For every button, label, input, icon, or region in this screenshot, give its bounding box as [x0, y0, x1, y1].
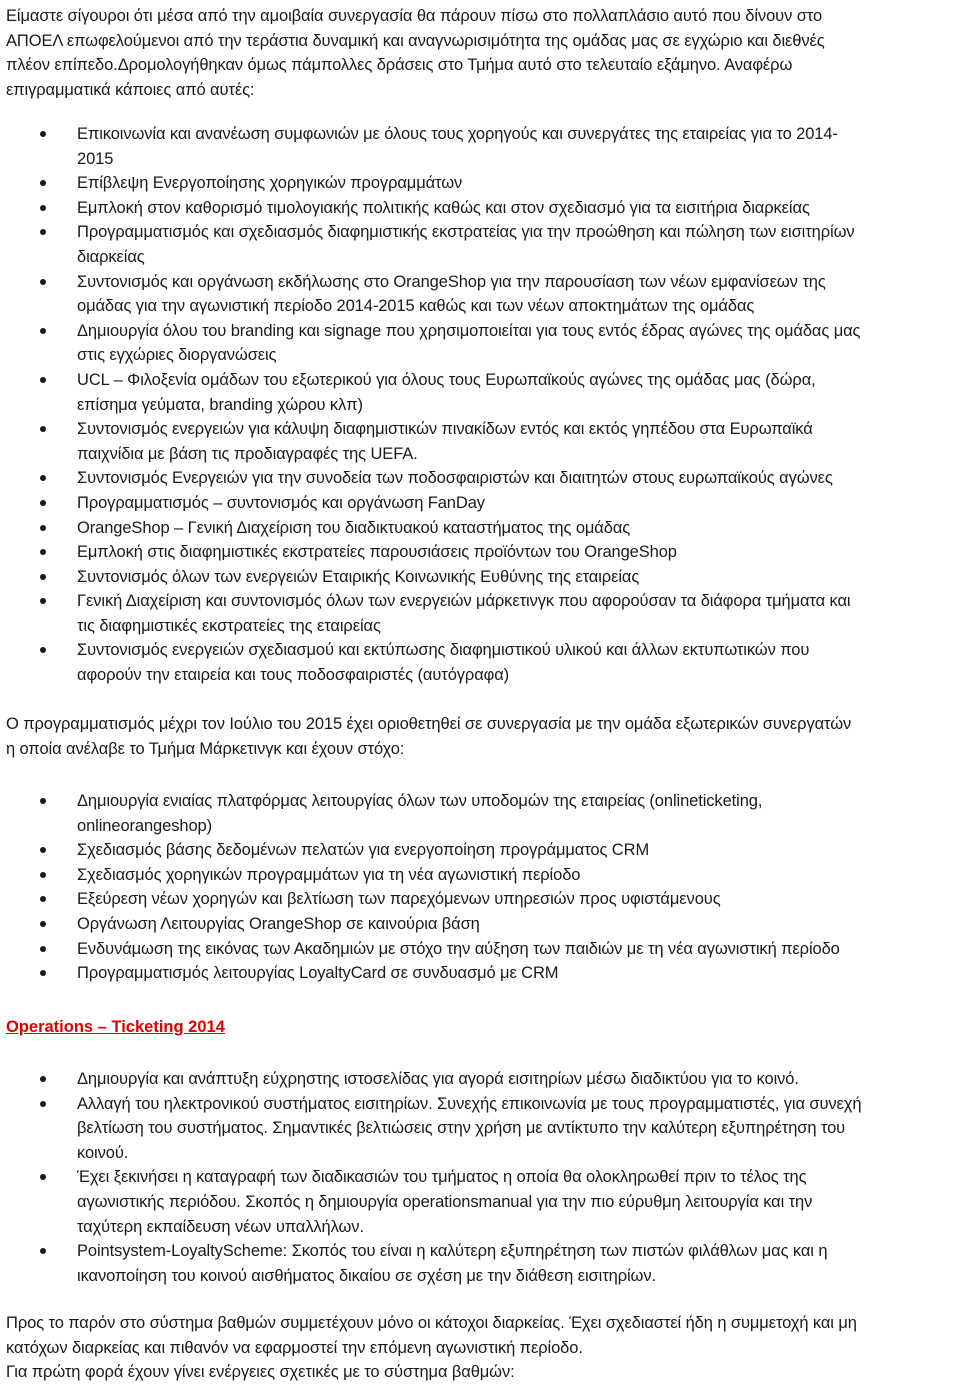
planning-paragraph — [6, 712, 851, 761]
planning-line: η οποία ανέλαβε το Τμήμα Μάρκετινγκ και έχουν στόχο: — [6, 739, 405, 758]
list-item-line: Συντονισμός ενεργειών σχεδιασμού και εκτύπωσης διαφημιστικού υλικού και άλλων εκτυπωτικών που — [77, 641, 810, 660]
list-item-line: Συντονισμός όλων των ενεργειών Εταιρικής Κοινωνικής Ευθύνης της εταιρείας — [77, 567, 640, 586]
list-item — [0, 220, 960, 269]
bullet-icon — [40, 279, 46, 285]
list-item — [0, 565, 960, 590]
list-item-line: Σχεδιασμός βάσης δεδομένων πελατών για ενεργοποίηση προγράμματος CRM — [77, 841, 650, 860]
list-item-line: Pointsystem-LoyaltyScheme: Σκοπός του είναι η καλύτερη εξυπηρέτηση των πιστών φιλάθλων μας και η — [77, 1242, 828, 1261]
intro-line: πλέον επίπεδο.Δρομολογήθηκαν όμως πάμπολλες δράσεις στο Τμήμα αυτό στο τελευταίο εξάμηνο. Αναφέρω — [6, 56, 793, 74]
section-heading-operations-ticketing: Operations – Ticketing 2014 — [6, 1018, 225, 1036]
intro-line: ΑΠΟΕΛ επωφελούμενοι από την τεράστια δυναμική και αναγνωρισιμότητα της ομάδας μας σε εγχώριο και διεθνές — [6, 31, 825, 50]
bullet-icon — [40, 328, 46, 334]
points-line: Για πρώτη φορά έχουν γίνει ενέργειες σχετικές με το σύστημα βαθμών: — [6, 1363, 515, 1381]
list-item-line: UCL – Φιλοξενία ομάδων του εξωτερικού για όλους τους Ευρωπαϊκούς αγώνες της ομάδας μας (δώρα, — [77, 370, 816, 389]
list-item — [0, 912, 960, 937]
bullet-icon — [40, 525, 46, 531]
list-item-line: Δημιουργία και ανάπτυξη εύχρηστης ιστοσελίδας για αγορά εισιτηρίων μέσω διαδικτύου για το κοινό. — [77, 1070, 799, 1088]
bullet-icon — [40, 798, 46, 804]
list-item-line: Οργάνωση Λειτουργίας OrangeShop σε καινούρια βάση — [77, 914, 480, 933]
list-item — [0, 122, 960, 171]
list-item-line: Γενική Διαχείριση και συντονισμός όλων των ενεργειών μάρκετινγκ που αφορούσαν τα διάφορα τμήματα και — [77, 592, 851, 611]
list-item-line: Εμπλοκή στον καθορισμό τιμολογιακής πολιτικής καθώς και στον σχεδιασμό για τα εισιτήρια διαρκείας — [77, 198, 810, 217]
bullet-icon — [40, 180, 46, 186]
list-item-line: Επικοινωνία και ανανέωση συμφωνιών με όλους τους χορηγούς και συνεργάτες της εταιρείας για το 2014- — [77, 125, 838, 143]
list-item — [0, 171, 960, 196]
bullet-icon — [40, 946, 46, 952]
list-item-line: Προγραμματισμός λειτουργίας LoyaltyCard σε συνδυασμό με CRM — [77, 964, 559, 983]
list-item — [0, 540, 960, 565]
bullet-icon — [40, 1101, 46, 1107]
list-item-line: Σχεδιασμός χορηγικών προγραμμάτων για τη νέα αγωνιστική περίοδο — [77, 865, 581, 884]
list-item — [0, 196, 960, 221]
bullet-icon — [40, 598, 46, 604]
bullet-icon — [40, 970, 46, 976]
list-item — [0, 516, 960, 541]
bullet-icon — [40, 500, 46, 506]
list-item-line: αγωνιστικής περιόδου. Σκοπός η δημιουργία operationsmanual για την πιο εύρυθμη λειτουργία και την — [77, 1192, 813, 1211]
list-item-line: βελτίωση του συστήματος. Σημαντικές βελτιώσεις στην χρήση με αντίκτυπο την καλύτερη εξυπηρέτηση του — [77, 1119, 846, 1138]
bullet-icon — [40, 229, 46, 235]
list-item — [0, 1165, 960, 1239]
activities-list — [0, 122, 960, 688]
list-item-line: Επίβλεψη Ενεργοποίησης χορηγικών προγραμμάτων — [77, 174, 463, 193]
list-item — [0, 1067, 960, 1092]
list-item-line: ταχύτερη εκπαίδευση νέων υπαλλήλων. — [77, 1217, 364, 1236]
list-item-line: Συντονισμός και οργάνωση εκδήλωσης στο OrangeShop για την παρουσίαση των νέων εμφανίσεων της — [77, 272, 826, 291]
list-item-line: παιχνίδια με βάση τις προδιαγραφές της UEFA. — [77, 444, 418, 463]
bullet-icon — [40, 574, 46, 580]
list-item-line: Δημιουργία ενιαίας πλατφόρμας λειτουργίας όλων των υποδομών της εταιρείας (onlineticketing, — [77, 792, 763, 810]
bullet-icon — [40, 205, 46, 211]
list-item — [0, 466, 960, 491]
list-item — [0, 937, 960, 962]
list-item-line: Συντονισμός Ενεργειών για την συνοδεία των ποδοσφαιριστών και διαιτητών στους ευρωπαϊκούς αγώνες — [77, 469, 833, 488]
list-item-line: ομάδας για την αγωνιστική περίοδο 2014-2015 καθώς και των νέων αποκτημάτων της ομάδας — [77, 297, 755, 316]
bullet-icon — [40, 872, 46, 878]
intro-line: Είμαστε σίγουροι ότι μέσα από την αμοιβαία συνεργασία θα πάρουν πίσω στο πολλαπλάσιο αυτό που δίνουν στο — [6, 7, 823, 25]
points-line: Προς το παρόν στο σύστημα βαθμών συμμετέχουν μόνο οι κάτοχοι διαρκείας. Έχει σχεδιαστεί ήδη η συμμετοχή και μη — [6, 1314, 857, 1332]
list-item-line: 2015 — [77, 149, 114, 168]
list-item — [0, 368, 960, 417]
list-item — [0, 1239, 960, 1288]
bullet-icon — [40, 847, 46, 853]
list-item-line: ικανοποίηση του κοινού αισθήματος δικαίου σε σχέση με την διάθεση εισιτηρίων. — [77, 1266, 656, 1285]
list-item — [0, 638, 960, 687]
list-item — [0, 961, 960, 986]
list-item — [0, 789, 960, 838]
list-item-line: OrangeShop – Γενική Διαχείριση του διαδικτυακού καταστήματος της ομάδας — [77, 518, 631, 537]
list-item-line: Εμπλοκή στις διαφημιστικές εκστρατείες παρουσιάσεις προϊόντων του OrangeShop — [77, 543, 677, 562]
list-item-line: Εξεύρεση νέων χορηγών και βελτίωση των παρεχόμενων υπηρεσιών προς υφιστάμενους — [77, 890, 721, 909]
list-item-line: Προγραμματισμός – συντονισμός και οργάνωση FanDay — [77, 493, 485, 512]
ticketing-list — [0, 1067, 960, 1288]
list-item-line: Δημιουργία όλου του branding και signage που χρησιμοποιείται για τους εντός έδρας αγώνες της ομάδας μας — [77, 321, 861, 340]
list-item-line: αφορούν την εταιρεία και τους ποδοσφαιριστές (αυτόγραφα) — [77, 666, 510, 685]
list-item — [0, 417, 960, 466]
points-system-paragraph — [6, 1311, 857, 1385]
bullet-icon — [40, 647, 46, 653]
list-item — [0, 887, 960, 912]
list-item — [0, 589, 960, 638]
bullet-icon — [40, 549, 46, 555]
list-item-line: στις εγχώριες διοργανώσεις — [77, 346, 277, 365]
list-item-line: Έχει ξεκινήσει η καταγραφή των διαδικασιών του τμήματος η οποία θα ολοκληρωθεί πριν το τέλος της — [77, 1168, 807, 1187]
points-line: κατόχων διαρκείας και πιθανόν να εφαρμοστεί την επόμενη αγωνιστική περίοδο. — [6, 1338, 583, 1357]
list-item-line: επίσημα γεύματα, branding χώρου κλπ) — [77, 395, 363, 414]
list-item — [0, 1092, 960, 1166]
list-item-line: Αλλαγή του ηλεκτρονικού συστήματος εισιτηρίων. Συνεχής επικοινωνία με τους προγραμματιστές, για συνεχή — [77, 1094, 862, 1113]
list-item-line: Προγραμματισμός και σχεδιασμός διαφημιστικής εκστρατείας για την προώθηση και πώληση των εισιτηρίων — [77, 223, 855, 242]
list-item-line: onlineorangeshop) — [77, 816, 212, 835]
intro-paragraph — [6, 4, 825, 102]
bullet-icon — [40, 896, 46, 902]
list-item-line: Ενδυνάμωση της εικόνας των Ακαδημιών με στόχο την αύξηση των παιδιών με τη νέα αγωνιστική περίοδο — [77, 939, 840, 958]
bullet-icon — [40, 921, 46, 927]
goals-list — [0, 789, 960, 986]
bullet-icon — [40, 475, 46, 481]
planning-line: Ο προγραμματισμός μέχρι τον Ιούλιο του 2015 έχει οριοθετηθεί σε συνεργασία με την ομάδα εξωτερικών συνεργατών — [6, 715, 852, 733]
list-item-line: κοινού. — [77, 1143, 129, 1162]
list-item-line: διαρκείας — [77, 247, 145, 266]
list-item — [0, 270, 960, 319]
list-item — [0, 838, 960, 863]
list-item-line: τις διαφημιστικές εκστρατείες της εταιρείας — [77, 616, 381, 635]
bullet-icon — [40, 1076, 46, 1082]
bullet-icon — [40, 426, 46, 432]
list-item — [0, 863, 960, 888]
bullet-icon — [40, 1174, 46, 1180]
bullet-icon — [40, 1248, 46, 1254]
intro-line: επιγραμματικά κάποιες από αυτές: — [6, 80, 255, 99]
bullet-icon — [40, 131, 46, 137]
list-item — [0, 319, 960, 368]
bullet-icon — [40, 377, 46, 383]
list-item-line: Συντονισμός ενεργειών για κάλυψη διαφημιστικών πινακίδων εντός και εκτός γηπέδου στα Ευρωπαϊκά — [77, 420, 813, 439]
list-item — [0, 491, 960, 516]
